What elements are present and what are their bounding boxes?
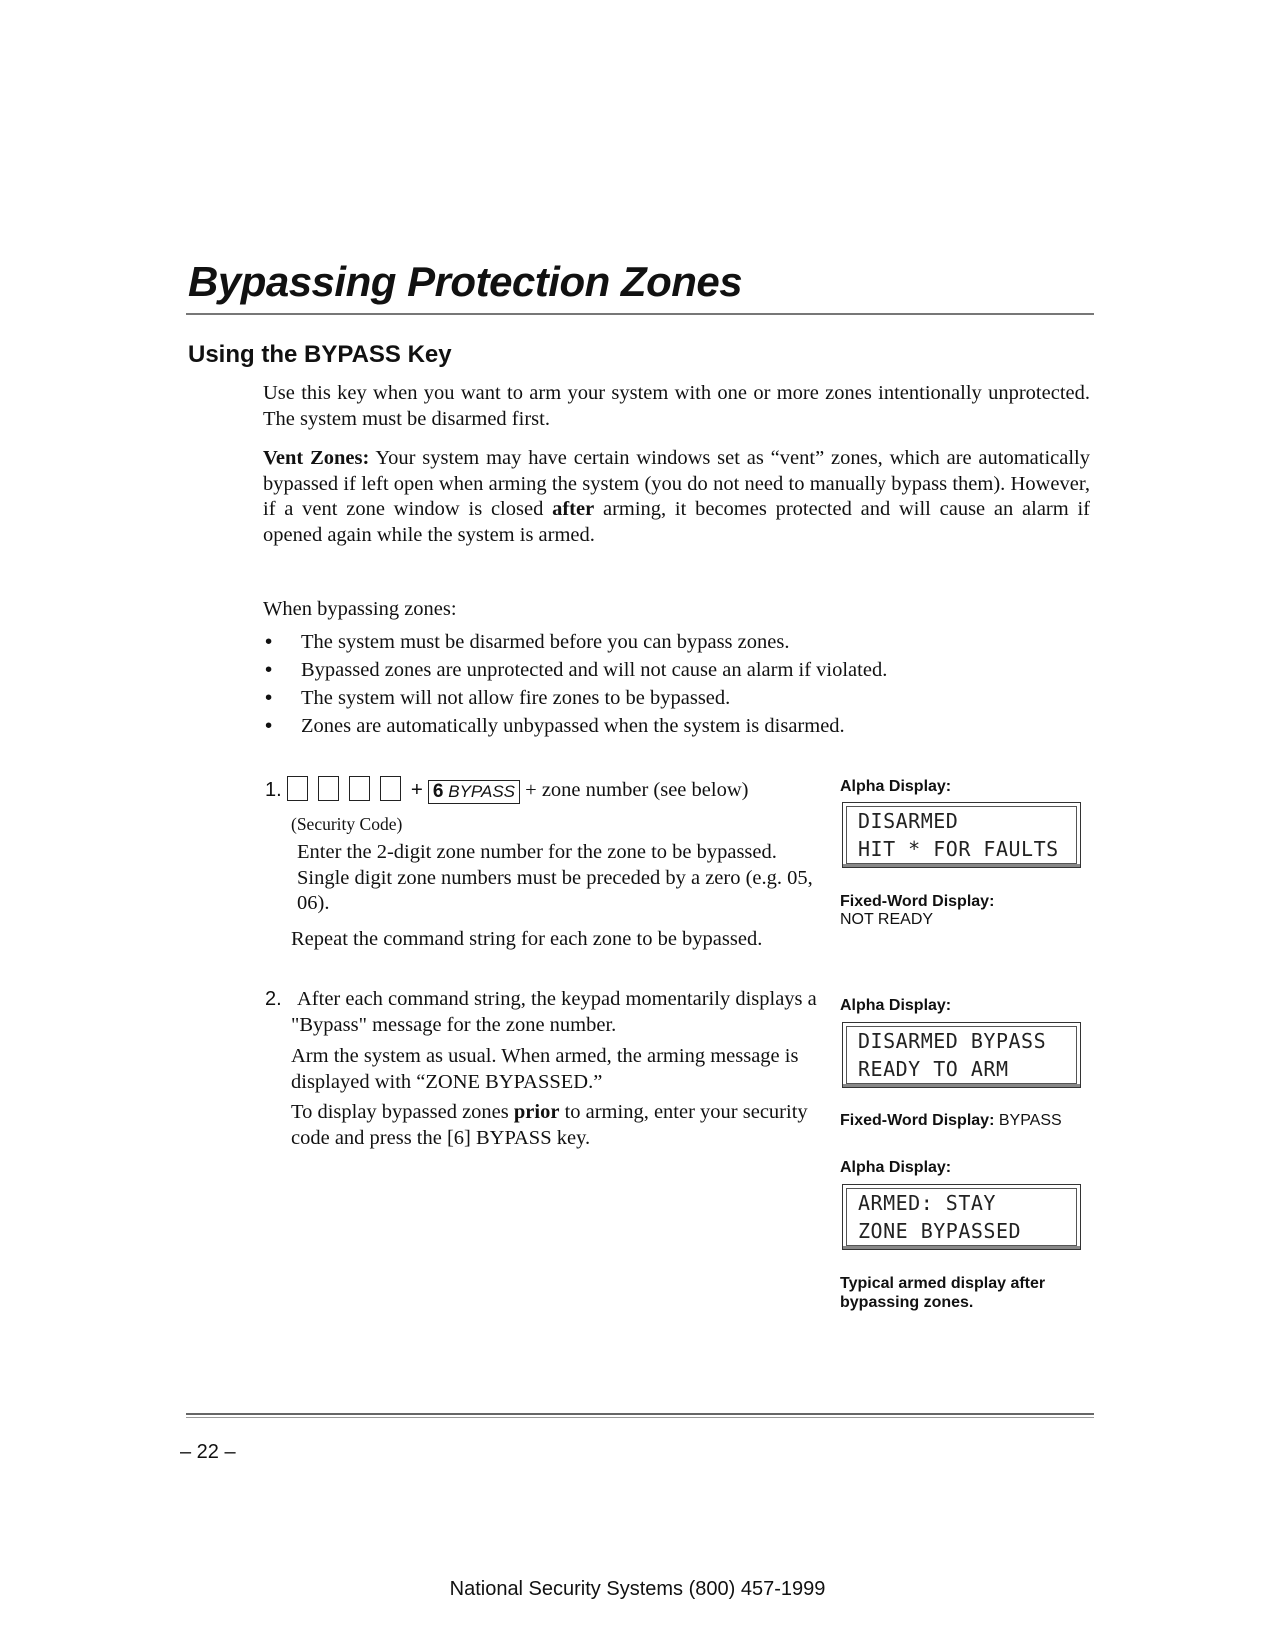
prior-emphasis: prior xyxy=(513,1101,560,1123)
bullet-icon: • xyxy=(265,630,273,653)
page-number: – 22 – xyxy=(180,1441,236,1463)
vent-emphasis: after xyxy=(552,498,595,520)
lcd-line-1: DISARMED BYPASS xyxy=(858,1029,1047,1053)
security-code-digit-box xyxy=(287,776,308,801)
step-2-para3: To display bypassed zones prior to arming, enter your security code and press the [6] BYPASS key. xyxy=(291,1101,808,1149)
step-1-command xyxy=(265,776,748,804)
step-1-instructions: Enter the 2-digit zone number for the zone to be bypassed. Single digit zone numbers must be preceded by a zero (e.g. 05, 06). xyxy=(297,841,813,914)
security-code-digit-box xyxy=(318,776,339,801)
title-divider xyxy=(186,313,1094,315)
alpha-display-armed xyxy=(842,1184,1081,1250)
lcd-line-1: DISARMED xyxy=(858,809,959,833)
vent-zones-label: Vent Zones: xyxy=(263,447,370,469)
bypass-key xyxy=(428,780,520,804)
step-1-suffix: + zone number (see below) xyxy=(525,779,749,801)
footer-divider xyxy=(186,1413,1094,1415)
vent-text-after: arming, it becomes protected and will cause an alarm if opened again while the system is armed. xyxy=(263,498,1090,546)
plus-sign: + xyxy=(410,778,423,801)
bullet-icon: • xyxy=(265,686,273,709)
bullet-icon: • xyxy=(265,714,273,737)
section-heading: Using the BYPASS Key xyxy=(188,341,452,368)
alpha-display-disarmed xyxy=(842,802,1081,868)
security-code-digit-box xyxy=(349,776,370,801)
fixed-word-display-label: Fixed-Word Display: xyxy=(840,893,995,910)
bullets-intro: When bypassing zones: xyxy=(263,598,457,620)
intro-paragraph: Use this key when you want to arm your system with one or more zones intentionally unprotected. The system must be disarmed first. xyxy=(263,382,1090,430)
vent-text-before: Your system may have certain windows set as “vent” zones, which are automatically bypassed if left open when arming the system (you do not need to manually bypass them). However, if a vent zone window is closed xyxy=(263,447,1090,520)
page-title: Bypassing Protection Zones xyxy=(188,258,743,305)
security-code-digit-box xyxy=(380,776,401,801)
step-2-number: 2. xyxy=(265,988,282,1010)
list-item: • Bypassed zones are unprotected and will not cause an alarm if violated. xyxy=(263,656,1083,684)
list-item: • The system will not allow fire zones to be bypassed. xyxy=(263,684,1083,712)
bypass-key-word: BYPASS xyxy=(448,782,516,801)
armed-display-caption: Typical armed display after bypassing zones. xyxy=(840,1275,1046,1311)
alpha-display-label: Alpha Display: xyxy=(840,778,952,795)
list-item: • Zones are automatically unbypassed when the system is disarmed. xyxy=(263,712,1083,740)
lcd-line-2: HIT * FOR FAULTS xyxy=(858,837,1059,861)
fixed-word-display-label: Fixed-Word Display: BYPASS xyxy=(840,1112,1062,1129)
fixed-word-display-value: BYPASS xyxy=(998,1112,1062,1129)
footer-divider-secondary xyxy=(186,1417,1094,1418)
alpha-display-label: Alpha Display: xyxy=(840,1159,952,1176)
step-2-para1: After each command string, the keypad momentarily displays a "Bypass" message for the zone number. xyxy=(291,988,817,1036)
fixed-word-display-value: NOT READY xyxy=(840,911,934,928)
step-2-para2: Arm the system as usual. When armed, the arming message is displayed with “ZONE BYPASSED.” xyxy=(291,1045,799,1093)
bypass-key-number: 6 xyxy=(432,781,444,802)
lcd-line-2: READY TO ARM xyxy=(858,1057,1009,1081)
company-footer: National Security Systems (800) 457-1999 xyxy=(449,1578,826,1600)
security-code-caption: (Security Code) xyxy=(291,814,403,834)
bullet-list xyxy=(263,628,1083,740)
lcd-line-2: ZONE BYPASSED xyxy=(858,1219,1022,1243)
list-item: • The system must be disarmed before you can bypass zones. xyxy=(263,628,1083,656)
alpha-display-bypass xyxy=(842,1022,1081,1088)
bullet-icon: • xyxy=(265,658,273,681)
step-1-number: 1. xyxy=(265,779,282,801)
lcd-line-1: ARMED: STAY xyxy=(858,1191,996,1215)
vent-zones-paragraph xyxy=(263,446,1090,548)
alpha-display-label: Alpha Display: xyxy=(840,997,952,1014)
step-1-repeat-note: Repeat the command string for each zone to be bypassed. xyxy=(291,928,763,950)
